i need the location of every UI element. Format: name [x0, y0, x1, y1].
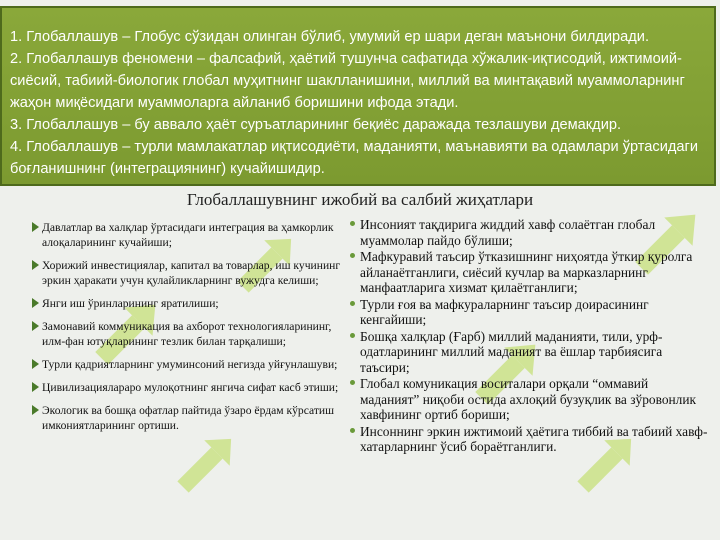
list-item-text: Давлатлар ва халқлар ўртасидаги интеграция ва ҳамкорлик алоқаларининг кучайиши; — [42, 221, 334, 249]
list-item — [350, 297, 710, 328]
triangle-bullet-icon — [32, 321, 39, 331]
list-item — [350, 376, 710, 423]
list-item — [32, 380, 350, 395]
definition-item: 3. Глобаллашув – бу аввало ҳаёт суръатларининг беқиёс даражада тезлашуви демакдир. — [10, 117, 622, 133]
positive-aspects-column — [32, 220, 350, 441]
list-item — [350, 249, 710, 296]
list-item-text: Мафкуравий таъсир ўтказишнинг ниҳоятда ўткир қуролга айланаётганлиги, сиёсий кучлар ва марказларнинг манфаатларига хизмат қилаётганлиги; — [360, 249, 693, 295]
list-item — [32, 403, 350, 433]
list-item-text: Янги иш ўринларининг яратилиши; — [42, 297, 219, 310]
list-item-text: Турли ғоя ва мафкураларнинг таъсир доирасининг кенгайиши; — [360, 296, 649, 327]
dot-bullet-icon — [350, 301, 355, 306]
triangle-bullet-icon — [32, 260, 39, 270]
list-item — [32, 220, 350, 250]
list-item-text: Экологик ва бошқа офатлар пайтида ўзаро ёрдам кўрсатиш имкониятларининг ортиши. — [42, 404, 335, 432]
triangle-bullet-icon — [32, 405, 39, 415]
dot-bullet-icon — [350, 253, 355, 258]
list-item — [350, 217, 710, 248]
negative-aspects-column — [350, 217, 710, 456]
dot-bullet-icon — [350, 221, 355, 226]
list-item — [32, 357, 350, 372]
list-item — [32, 258, 350, 288]
list-item-text: Замонавий коммуникация ва ахборот технологияларининг, илм-фан ютуқларининг тезлик билан тарқалиши; — [42, 320, 332, 348]
list-item-text: Турли қадриятларнинг умуминсоний негизда уйғунлашуви; — [42, 358, 338, 371]
definition-item: 4. Глобаллашув – турли мамлакатлар иқтисодиёти, маданияти, маънавияти ва одамлари ўртасидаги боғланишнинг (интеграциянинг) кучайишидир. — [10, 139, 698, 177]
definitions-list — [2, 8, 714, 180]
dot-bullet-icon — [350, 380, 355, 385]
definition-item: 1. Глобаллашув – Глобус сўзидан олинган бўлиб, умумий ер шари деган маънони билдиради. — [10, 29, 650, 45]
list-item-text: Инсоният тақдирига жиддий хавф солаётган глобал муаммолар пайдо бўлиши; — [360, 217, 656, 248]
list-item-text: Глобал комуникация воситалари орқали “оммавий маданият” ниқоби остида ахлоқий бузуқлик ва зўровонлик хавфининг ортиб бориши; — [360, 376, 697, 422]
list-item-text: Бошқа халқлар (Ғарб) миллий маданияти, тили, урф-одатларининг миллий маданият ва ёшлар тарбиясига таъсири; — [360, 328, 663, 375]
definition-item: 2. Глобаллашув феномени – фалсафий, ҳаётий тушунча сафатида хўжалик-иқтисодий, ижтимоий-сиёсий, табиий-биологик глобал муҳитнинг шаклланишини, миллий ва минтақавий муаммоларнинг жаҳон миқёсидаги муаммоларга айланиб боришини ифода этади. — [10, 51, 685, 111]
list-item — [32, 319, 350, 349]
positive-aspects-list — [32, 220, 350, 433]
list-item — [350, 329, 710, 376]
triangle-bullet-icon — [32, 359, 39, 369]
triangle-bullet-icon — [32, 298, 39, 308]
list-item-text: Хорижий инвестициялар, капитал ва товарлар, иш кучининг эркин ҳаракати учун қулайликларнинг вужудга келиши; — [42, 259, 341, 287]
definitions-box — [0, 6, 716, 186]
triangle-bullet-icon — [32, 382, 39, 392]
triangle-bullet-icon — [32, 222, 39, 232]
section-subtitle: Глобаллашувнинг ижобий ва салбий жиҳатлари — [186, 190, 534, 209]
list-item — [350, 424, 710, 455]
dot-bullet-icon — [350, 333, 355, 338]
list-item — [32, 296, 350, 311]
list-item-text: Инсоннинг эркин ижтимоий ҳаётига тиббий ва табиий хавф-хатарларнинг ўсиб бораётганлиги. — [360, 423, 708, 454]
negative-aspects-list — [350, 217, 710, 455]
list-item-text: Цивилизациялараро мулоқотнинг янгича сифат касб этиши; — [42, 381, 339, 394]
dot-bullet-icon — [350, 428, 355, 433]
